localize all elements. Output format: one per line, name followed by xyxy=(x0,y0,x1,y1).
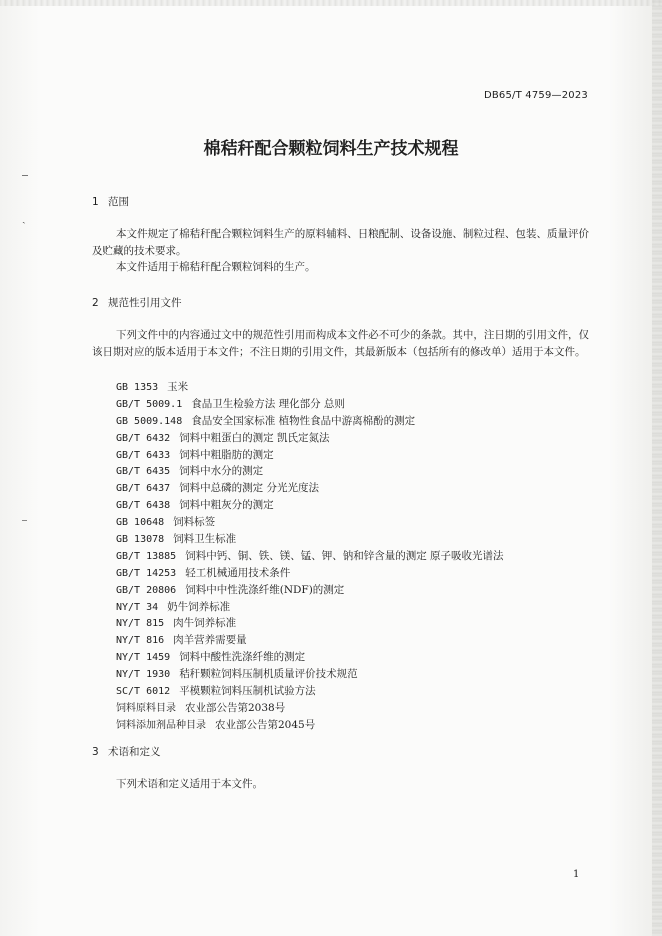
reference-title: 轻工机械通用技术条件 xyxy=(185,566,291,579)
section-heading-normative xyxy=(92,295,182,310)
reference-item xyxy=(116,582,504,599)
reference-code: GB/T 20806 xyxy=(116,584,177,596)
reference-title: 饲料中粗蛋白的测定 凯氏定氮法 xyxy=(179,431,330,444)
normative-intro: 下列文件中的内容通过文中的规范性引用而构成本文件必不可少的条款。其中，注日期的引用文件，仅该日期对应的版本适用于本文件；不注日期的引用文件，其最新版本（包括所有的修改单）适用于本文件。 xyxy=(92,329,589,358)
reference-title: 奶牛饲养标准 xyxy=(167,600,231,613)
reference-title: 饲料中酸性洗涤纤维的测定 xyxy=(179,651,306,664)
reference-code: NY/T 816 xyxy=(116,635,165,647)
reference-item xyxy=(116,700,504,717)
document-code: DB65/T 4759—2023 xyxy=(483,90,588,101)
reference-item xyxy=(116,413,504,430)
reference-code: NY/T 34 xyxy=(116,601,159,613)
reference-item xyxy=(116,683,504,700)
terms-intro: 下列术语和定义适用于本文件。 xyxy=(116,778,263,790)
reference-title: 饲料中水分的测定 xyxy=(179,465,264,478)
reference-code: GB 10648 xyxy=(116,517,165,529)
reference-title: 饲料中总磷的测定 分光光度法 xyxy=(179,482,320,495)
page-title: 棉秸秆配合颗粒饲料生产技术规程 xyxy=(203,139,459,159)
reference-item xyxy=(116,649,504,666)
page-number: 1 xyxy=(573,869,580,880)
reference-title: 饲料中粗灰分的测定 xyxy=(179,499,274,512)
reference-title: 秸秆颗粒饲料压制机质量评价技术规范 xyxy=(179,668,358,681)
section-title: 规范性引用文件 xyxy=(108,297,182,309)
reference-code: GB/T 6435 xyxy=(116,466,171,478)
reference-code: NY/T 1930 xyxy=(116,669,171,681)
reference-item xyxy=(116,666,504,683)
reference-title: 农业部公告第2045号 xyxy=(215,718,316,731)
scan-top-edge xyxy=(0,0,662,6)
reference-title: 肉羊营养需要量 xyxy=(173,634,247,647)
section-number: 1 xyxy=(92,196,99,208)
reference-code: GB/T 14253 xyxy=(116,567,177,579)
reference-code: 饲料添加剂品种目录 xyxy=(116,719,206,731)
reference-title: 玉米 xyxy=(167,381,189,393)
reference-title: 饲料中粗脂肪的测定 xyxy=(179,448,274,461)
reference-title: 肉牛饲养标准 xyxy=(173,617,237,630)
reference-code: GB/T 5009.1 xyxy=(116,398,183,410)
reference-item xyxy=(116,396,504,413)
reference-item xyxy=(116,717,504,734)
reference-code: GB/T 6437 xyxy=(116,483,171,495)
reference-code: SC/T 6012 xyxy=(116,686,171,698)
reference-item xyxy=(116,531,504,548)
reference-code: GB 5009.148 xyxy=(116,415,183,427)
scope-paragraph-2: 本文件适用于棉秸秆配合颗粒饲料的生产。 xyxy=(116,261,316,273)
reference-title: 饲料标签 xyxy=(173,516,216,529)
section-number: 2 xyxy=(92,297,99,309)
reference-title: 农业部公告第2038号 xyxy=(185,701,286,714)
reference-item xyxy=(116,548,504,565)
reference-code: GB/T 13885 xyxy=(116,550,177,562)
scan-speck-glyph: ˎ xyxy=(22,211,26,224)
scan-speck xyxy=(22,520,27,521)
reference-item xyxy=(116,599,504,616)
reference-title: 饲料中中性洗涤纤维(NDF)的测定 xyxy=(185,583,345,596)
reference-code: GB/T 6438 xyxy=(116,500,171,512)
section-heading-scope xyxy=(92,194,129,209)
reference-code: NY/T 1459 xyxy=(116,652,171,664)
reference-item xyxy=(116,514,504,531)
reference-item xyxy=(116,430,504,447)
reference-item xyxy=(116,615,504,632)
reference-item xyxy=(116,463,504,480)
reference-title: 食品安全国家标准 植物性食品中游离棉酚的测定 xyxy=(191,414,416,427)
reference-title: 饲料中钙、铜、铁、镁、锰、钾、钠和锌含量的测定 原子吸收光谱法 xyxy=(185,549,504,562)
reference-title: 食品卫生检验方法 理化部分 总则 xyxy=(191,397,345,410)
section-number: 3 xyxy=(92,746,99,758)
section-title: 术语和定义 xyxy=(108,746,161,758)
section-heading-terms xyxy=(92,744,161,759)
reference-item xyxy=(116,565,504,582)
reference-code: GB/T 6432 xyxy=(116,432,171,444)
reference-code: NY/T 815 xyxy=(116,618,165,630)
reference-code: GB 13078 xyxy=(116,534,165,546)
reference-title: 平模颗粒饲料压制机试验方法 xyxy=(179,685,316,698)
scan-speck xyxy=(22,175,28,176)
reference-item xyxy=(116,480,504,497)
reference-item xyxy=(116,379,504,396)
reference-title: 饲料卫生标准 xyxy=(173,533,237,546)
reference-item xyxy=(116,632,504,649)
section-title: 范围 xyxy=(108,196,129,208)
reference-item xyxy=(116,447,504,464)
reference-item xyxy=(116,497,504,514)
reference-list xyxy=(116,379,504,734)
reference-code: 饲料原料目录 xyxy=(116,702,176,714)
reference-code: GB/T 6433 xyxy=(116,449,171,461)
scope-paragraph-1: 本文件规定了棉秸秆配合颗粒饲料生产的原料辅料、日粮配制、设备设施、制粒过程、包装、质量评价及贮藏的技术要求。 xyxy=(92,228,589,257)
reference-code: GB 1353 xyxy=(116,382,159,393)
